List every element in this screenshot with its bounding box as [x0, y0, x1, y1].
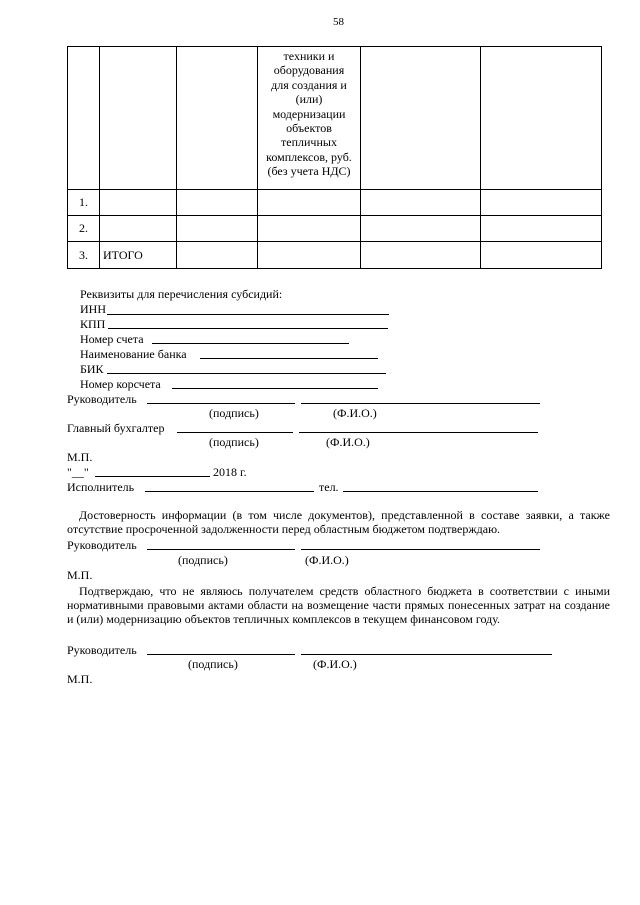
table-cell	[177, 190, 258, 216]
name-hint: (Ф.И.О.)	[305, 553, 349, 567]
table-cell	[68, 47, 100, 190]
header-line: оборудования	[273, 63, 345, 78]
table-cell	[177, 216, 258, 242]
signature-hint: (подпись)	[188, 657, 238, 671]
signature-hint: (подпись)	[209, 435, 259, 449]
phone-field-line[interactable]	[343, 491, 538, 492]
chief-accountant-label: Главный бухгалтер	[67, 421, 165, 435]
table-header-row	[68, 47, 602, 190]
table-cell	[481, 242, 602, 269]
table-header-cell	[258, 47, 361, 190]
date-suffix: 2018 г.	[213, 465, 247, 479]
table-row	[68, 242, 602, 269]
head-label: Руководитель	[67, 392, 137, 406]
table-cell	[258, 216, 361, 242]
bank-name-field-line[interactable]	[200, 358, 378, 359]
table-row	[68, 190, 602, 216]
table-cell	[258, 242, 361, 269]
accountant-signature-line[interactable]	[177, 432, 293, 433]
table-cell	[481, 216, 602, 242]
head-signature-line[interactable]	[147, 403, 295, 404]
row-label	[100, 190, 177, 216]
head-label: Руководитель	[67, 538, 137, 552]
header-line: для создания и	[271, 77, 347, 92]
table-cell	[100, 47, 177, 190]
head-name-line[interactable]	[301, 654, 552, 655]
name-hint: (Ф.И.О.)	[313, 657, 357, 671]
signature-hint: (подпись)	[178, 553, 228, 567]
head-signature-line[interactable]	[147, 549, 295, 550]
accountant-name-line[interactable]	[299, 432, 538, 433]
name-hint: (Ф.И.О.)	[326, 435, 370, 449]
table-cell	[361, 216, 481, 242]
row-number: 2.	[68, 216, 100, 242]
date-field-line[interactable]	[95, 476, 210, 477]
row-label	[100, 216, 177, 242]
signature-hint: (подпись)	[209, 406, 259, 420]
header-line: модернизации	[272, 106, 346, 121]
requisites-title: Реквизиты для перечисления субсидий:	[80, 287, 283, 301]
bank-name-label: Наименование банка	[80, 347, 187, 361]
header-line: комплексов, руб.	[266, 149, 352, 164]
stamp-label: М.П.	[67, 568, 93, 582]
row-number: 1.	[68, 190, 100, 216]
page-number: 58	[333, 16, 344, 28]
kpp-field-line[interactable]	[108, 328, 388, 329]
bik-label: БИК	[80, 362, 104, 376]
bik-field-line[interactable]	[107, 373, 386, 374]
executor-field-line[interactable]	[145, 491, 314, 492]
kpp-label: КПП	[80, 317, 106, 331]
head-name-line[interactable]	[301, 403, 540, 404]
head-signature-line[interactable]	[147, 654, 295, 655]
phone-label: тел.	[319, 480, 339, 494]
header-line: (или)	[295, 92, 323, 107]
header-line: (без учета НДС)	[267, 164, 351, 179]
table-cell	[361, 190, 481, 216]
table-row	[68, 216, 602, 242]
table-cell	[177, 242, 258, 269]
stamp-label: М.П.	[67, 672, 93, 686]
account-field-line[interactable]	[152, 343, 349, 344]
inn-field-line[interactable]	[107, 314, 389, 315]
head-label: Руководитель	[67, 643, 137, 657]
stamp-label: М.П.	[67, 450, 93, 464]
head-name-line[interactable]	[301, 549, 540, 550]
table-cell	[481, 190, 602, 216]
header-line: объектов	[286, 121, 332, 136]
subsidy-table	[67, 46, 602, 269]
header-line: тепличных	[281, 135, 337, 150]
corr-account-label: Номер корсчета	[80, 377, 161, 391]
row-number: 3.	[68, 242, 100, 269]
inn-label: ИНН	[80, 302, 106, 316]
table-cell	[177, 47, 258, 190]
table-cell	[258, 190, 361, 216]
row-label-total: ИТОГО	[100, 242, 177, 269]
header-line: техники и	[283, 49, 335, 63]
confirmation-statement: Подтверждаю, что не являюсь получателем средств областного бюджета в соответствии с иными нормативными правовыми актами области на возмещение части прямых понесенных затрат на создание и (или) модернизацию объектов тепличных комплексов в текущем финансовом году.	[67, 584, 610, 626]
table-cell	[361, 242, 481, 269]
table-cell	[481, 47, 602, 190]
executor-label: Исполнитель	[67, 480, 135, 494]
date-prefix: "__"	[67, 465, 89, 479]
corr-account-field-line[interactable]	[172, 388, 378, 389]
table-cell	[361, 47, 481, 190]
account-label: Номер счета	[80, 332, 144, 346]
reliability-statement: Достоверность информации (в том числе документов), представленной в составе заявки, а также отсутствие просроченной задолженности перед областным бюджетом подтверждаю.	[67, 508, 610, 536]
name-hint: (Ф.И.О.)	[333, 406, 377, 420]
